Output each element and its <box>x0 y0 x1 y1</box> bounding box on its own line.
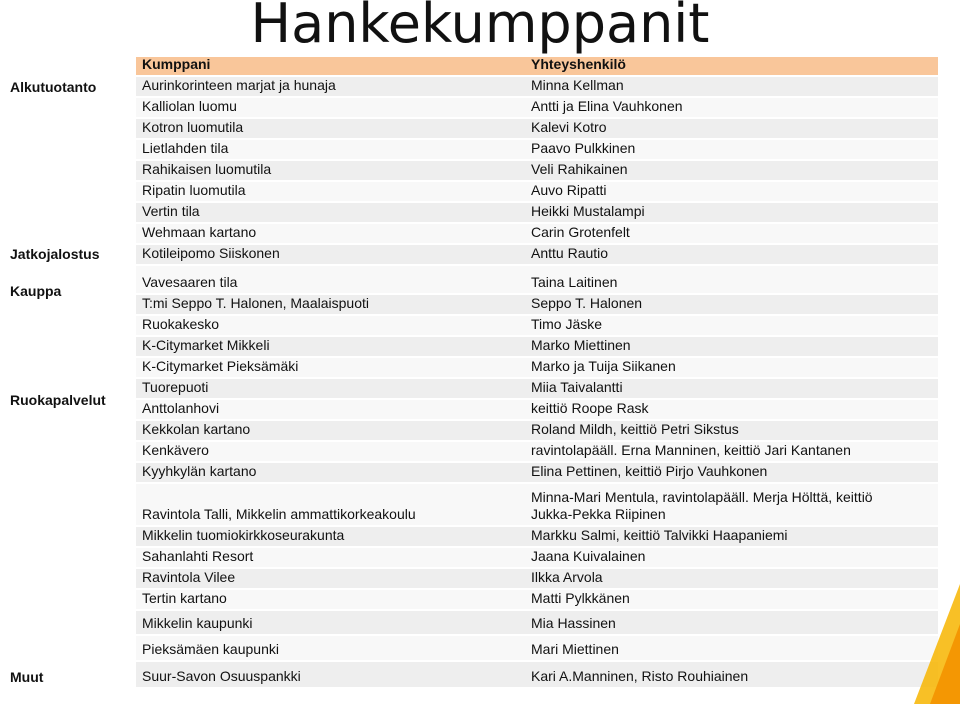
category-cell <box>6 182 136 201</box>
table-row <box>6 527 938 548</box>
table-row <box>6 548 938 569</box>
table-row <box>6 337 938 358</box>
category-cell <box>6 98 136 117</box>
partner-name: Kenkävero <box>142 442 209 458</box>
partner-cell <box>136 203 524 222</box>
contact-name: Kari A.Manninen, Risto Rouhiainen <box>531 668 749 684</box>
category-cell <box>6 636 136 660</box>
contact-cell <box>524 161 938 180</box>
contact-cell <box>524 569 938 588</box>
partner-column-header: Kumppani <box>142 56 211 72</box>
contact-name: Carin Grotenfelt <box>531 224 630 240</box>
contact-cell <box>524 662 938 687</box>
contact-cell <box>524 400 938 419</box>
partner-name: K-Citymarket Mikkeli <box>142 337 270 353</box>
category-cell <box>6 463 136 482</box>
contact-cell <box>524 245 938 264</box>
partner-name: Mikkelin kaupunki <box>142 615 253 631</box>
contact-name: Jaana Kuivalainen <box>531 548 646 564</box>
table-row <box>6 379 938 400</box>
table-row <box>6 161 938 182</box>
table-row <box>6 140 938 161</box>
partner-name: T:mi Seppo T. Halonen, Maalaispuoti <box>142 295 369 311</box>
contact-cell <box>524 316 938 335</box>
contact-name: Auvo Ripatti <box>531 182 607 198</box>
contact-cell <box>524 266 938 293</box>
partner-name: Kyyhkylän kartano <box>142 463 257 479</box>
partner-cell <box>136 442 524 461</box>
partner-name: Suur-Savon Osuuspankki <box>142 668 301 684</box>
category-label: Jatkojalostus <box>10 246 100 262</box>
contact-cell <box>524 224 938 243</box>
category-cell <box>6 203 136 222</box>
contact-name: Anttu Rautio <box>531 245 609 261</box>
category-label: Kauppa <box>10 283 62 299</box>
contact-cell <box>524 140 938 159</box>
table-row <box>6 590 938 611</box>
category-cell <box>6 442 136 461</box>
category-cell <box>6 316 136 335</box>
partner-cell <box>136 140 524 159</box>
contact-name: Elina Pettinen, keittiö Pirjo Vauhkonen <box>531 463 768 479</box>
partner-name: Tertin kartano <box>142 590 227 606</box>
partner-name: Kalliolan luomu <box>142 98 237 114</box>
contact-name: Matti Pylkkänen <box>531 590 630 606</box>
table-row <box>6 119 938 140</box>
contact-name: Mari Miettinen <box>531 641 619 657</box>
category-cell <box>6 527 136 546</box>
partner-cell <box>136 337 524 356</box>
partner-name: Kekkolan kartano <box>142 421 251 437</box>
table-row <box>6 358 938 379</box>
contact-cell <box>524 295 938 314</box>
partner-cell <box>136 161 524 180</box>
contact-name: Roland Mildh, keittiö Petri Sikstus <box>531 421 739 437</box>
partner-cell <box>136 662 524 687</box>
corner-decoration <box>914 584 960 704</box>
table-row <box>6 463 938 484</box>
contact-name: keittiö Roope Rask <box>531 400 649 416</box>
table-row <box>6 569 938 590</box>
partner-cell <box>136 400 524 419</box>
category-cell <box>6 119 136 138</box>
contact-name: Taina Laitinen <box>531 274 618 290</box>
category-cell <box>6 590 136 609</box>
partner-cell <box>136 421 524 440</box>
contact-name: Marko ja Tuija Siikanen <box>531 358 676 374</box>
partner-cell <box>136 590 524 609</box>
partner-cell <box>136 245 524 264</box>
table-row <box>6 611 938 636</box>
contact-cell <box>524 527 938 546</box>
category-cell <box>6 548 136 567</box>
table-row <box>6 266 938 295</box>
partner-cell <box>136 266 524 293</box>
contact-header-cell <box>524 57 938 75</box>
partner-cell <box>136 636 524 660</box>
partner-cell <box>136 548 524 567</box>
partner-cell <box>136 463 524 482</box>
category-label: Ruokapalvelut <box>10 392 106 408</box>
partner-name: Mikkelin tuomiokirkkoseurakunta <box>142 527 345 543</box>
contact-cell <box>524 203 938 222</box>
category-cell <box>6 421 136 440</box>
partner-cell <box>136 119 524 138</box>
partner-name: Aurinkorinteen marjat ja hunaja <box>142 77 336 93</box>
contact-cell <box>524 182 938 201</box>
partner-cell <box>136 379 524 398</box>
contact-cell <box>524 590 938 609</box>
table-row <box>6 77 938 98</box>
contact-name: Veli Rahikainen <box>531 161 628 177</box>
partner-name: Rahikaisen luomutila <box>142 161 272 177</box>
category-cell <box>6 337 136 356</box>
contact-name: ravintolapääll. Erna Manninen, keittiö Jari Kantanen <box>531 442 851 458</box>
partner-name: Ruokakesko <box>142 316 220 332</box>
partner-name: Tuorepuoti <box>142 379 209 395</box>
contact-cell <box>524 484 938 525</box>
contact-name: Antti ja Elina Vauhkonen <box>531 98 683 114</box>
category-cell <box>6 224 136 243</box>
partner-name: Kotron luomutila <box>142 119 244 135</box>
contact-cell <box>524 119 938 138</box>
contact-name: Kalevi Kotro <box>531 119 607 135</box>
partner-table <box>6 57 938 689</box>
contact-name: Miia Taivalantti <box>531 379 623 395</box>
category-label: Muut <box>10 669 44 685</box>
partner-cell <box>136 569 524 588</box>
table-row <box>6 295 938 316</box>
contact-name: Mia Hassinen <box>531 615 616 631</box>
table-row <box>6 421 938 442</box>
contact-name: Minna Kellman <box>531 77 624 93</box>
partner-cell <box>136 77 524 96</box>
category-cell <box>6 358 136 377</box>
contact-name: Paavo Pulkkinen <box>531 140 636 156</box>
table-row <box>6 203 938 224</box>
contact-name: Seppo T. Halonen <box>531 295 643 311</box>
partner-name: Ripatin luomutila <box>142 182 246 198</box>
table-row <box>6 400 938 421</box>
partner-cell <box>136 224 524 243</box>
category-cell <box>6 484 136 525</box>
table-row <box>6 636 938 662</box>
partner-name: Ravintola Vilee <box>142 569 236 585</box>
contact-name: Ilkka Arvola <box>531 569 603 585</box>
contact-name: Markku Salmi, keittiö Talvikki Haapaniemi <box>531 527 788 543</box>
table-row <box>6 484 938 527</box>
partner-header-cell <box>136 57 524 75</box>
table-row <box>6 245 938 266</box>
contact-cell <box>524 337 938 356</box>
contact-cell <box>524 611 938 634</box>
contact-column-header: Yhteyshenkilö <box>531 56 626 72</box>
partner-cell <box>136 295 524 314</box>
contact-cell <box>524 421 938 440</box>
partner-name: Kotileipomo Siiskonen <box>142 245 280 261</box>
partner-name: Vavesaaren tila <box>142 274 238 290</box>
contact-cell <box>524 442 938 461</box>
contact-name: Minna-Mari Mentula, ravintolapääll. Merja Hölttä, keittiö Jukka-Pekka Riipinen <box>531 489 873 522</box>
partner-name: Lietlahden tila <box>142 140 229 156</box>
category-cell <box>6 140 136 159</box>
contact-cell <box>524 636 938 660</box>
category-header-cell <box>6 57 136 75</box>
table-row <box>6 182 938 203</box>
partner-cell <box>136 527 524 546</box>
partner-cell <box>136 316 524 335</box>
partner-cell <box>136 182 524 201</box>
contact-name: Heikki Mustalampi <box>531 203 645 219</box>
contact-name: Timo Jäske <box>531 316 603 332</box>
table-row <box>6 98 938 119</box>
partner-name: Anttolanhovi <box>142 400 220 416</box>
category-cell <box>6 569 136 588</box>
category-cell <box>6 611 136 634</box>
partner-cell <box>136 358 524 377</box>
partner-cell <box>136 611 524 634</box>
contact-cell <box>524 77 938 96</box>
contact-cell <box>524 548 938 567</box>
page-title: Hankekumppanit <box>250 0 710 55</box>
partner-name: K-Citymarket Pieksämäki <box>142 358 299 374</box>
contact-name: Marko Miettinen <box>531 337 631 353</box>
category-label: Alkutuotanto <box>10 79 97 95</box>
partner-name: Pieksämäen kaupunki <box>142 641 279 657</box>
table-row <box>6 224 938 245</box>
table-header-row <box>6 57 938 77</box>
contact-cell <box>524 358 938 377</box>
partner-name: Vertin tila <box>142 203 200 219</box>
contact-cell <box>524 379 938 398</box>
contact-cell <box>524 463 938 482</box>
partner-name: Wehmaan kartano <box>142 224 257 240</box>
partner-cell <box>136 98 524 117</box>
table-row <box>6 662 938 689</box>
partner-name: Sahanlahti Resort <box>142 548 254 564</box>
contact-cell <box>524 98 938 117</box>
partner-cell <box>136 484 524 525</box>
table-row <box>6 442 938 463</box>
partner-name: Ravintola Talli, Mikkelin ammattikorkeakoulu <box>142 506 416 522</box>
category-cell <box>6 161 136 180</box>
table-row <box>6 316 938 337</box>
